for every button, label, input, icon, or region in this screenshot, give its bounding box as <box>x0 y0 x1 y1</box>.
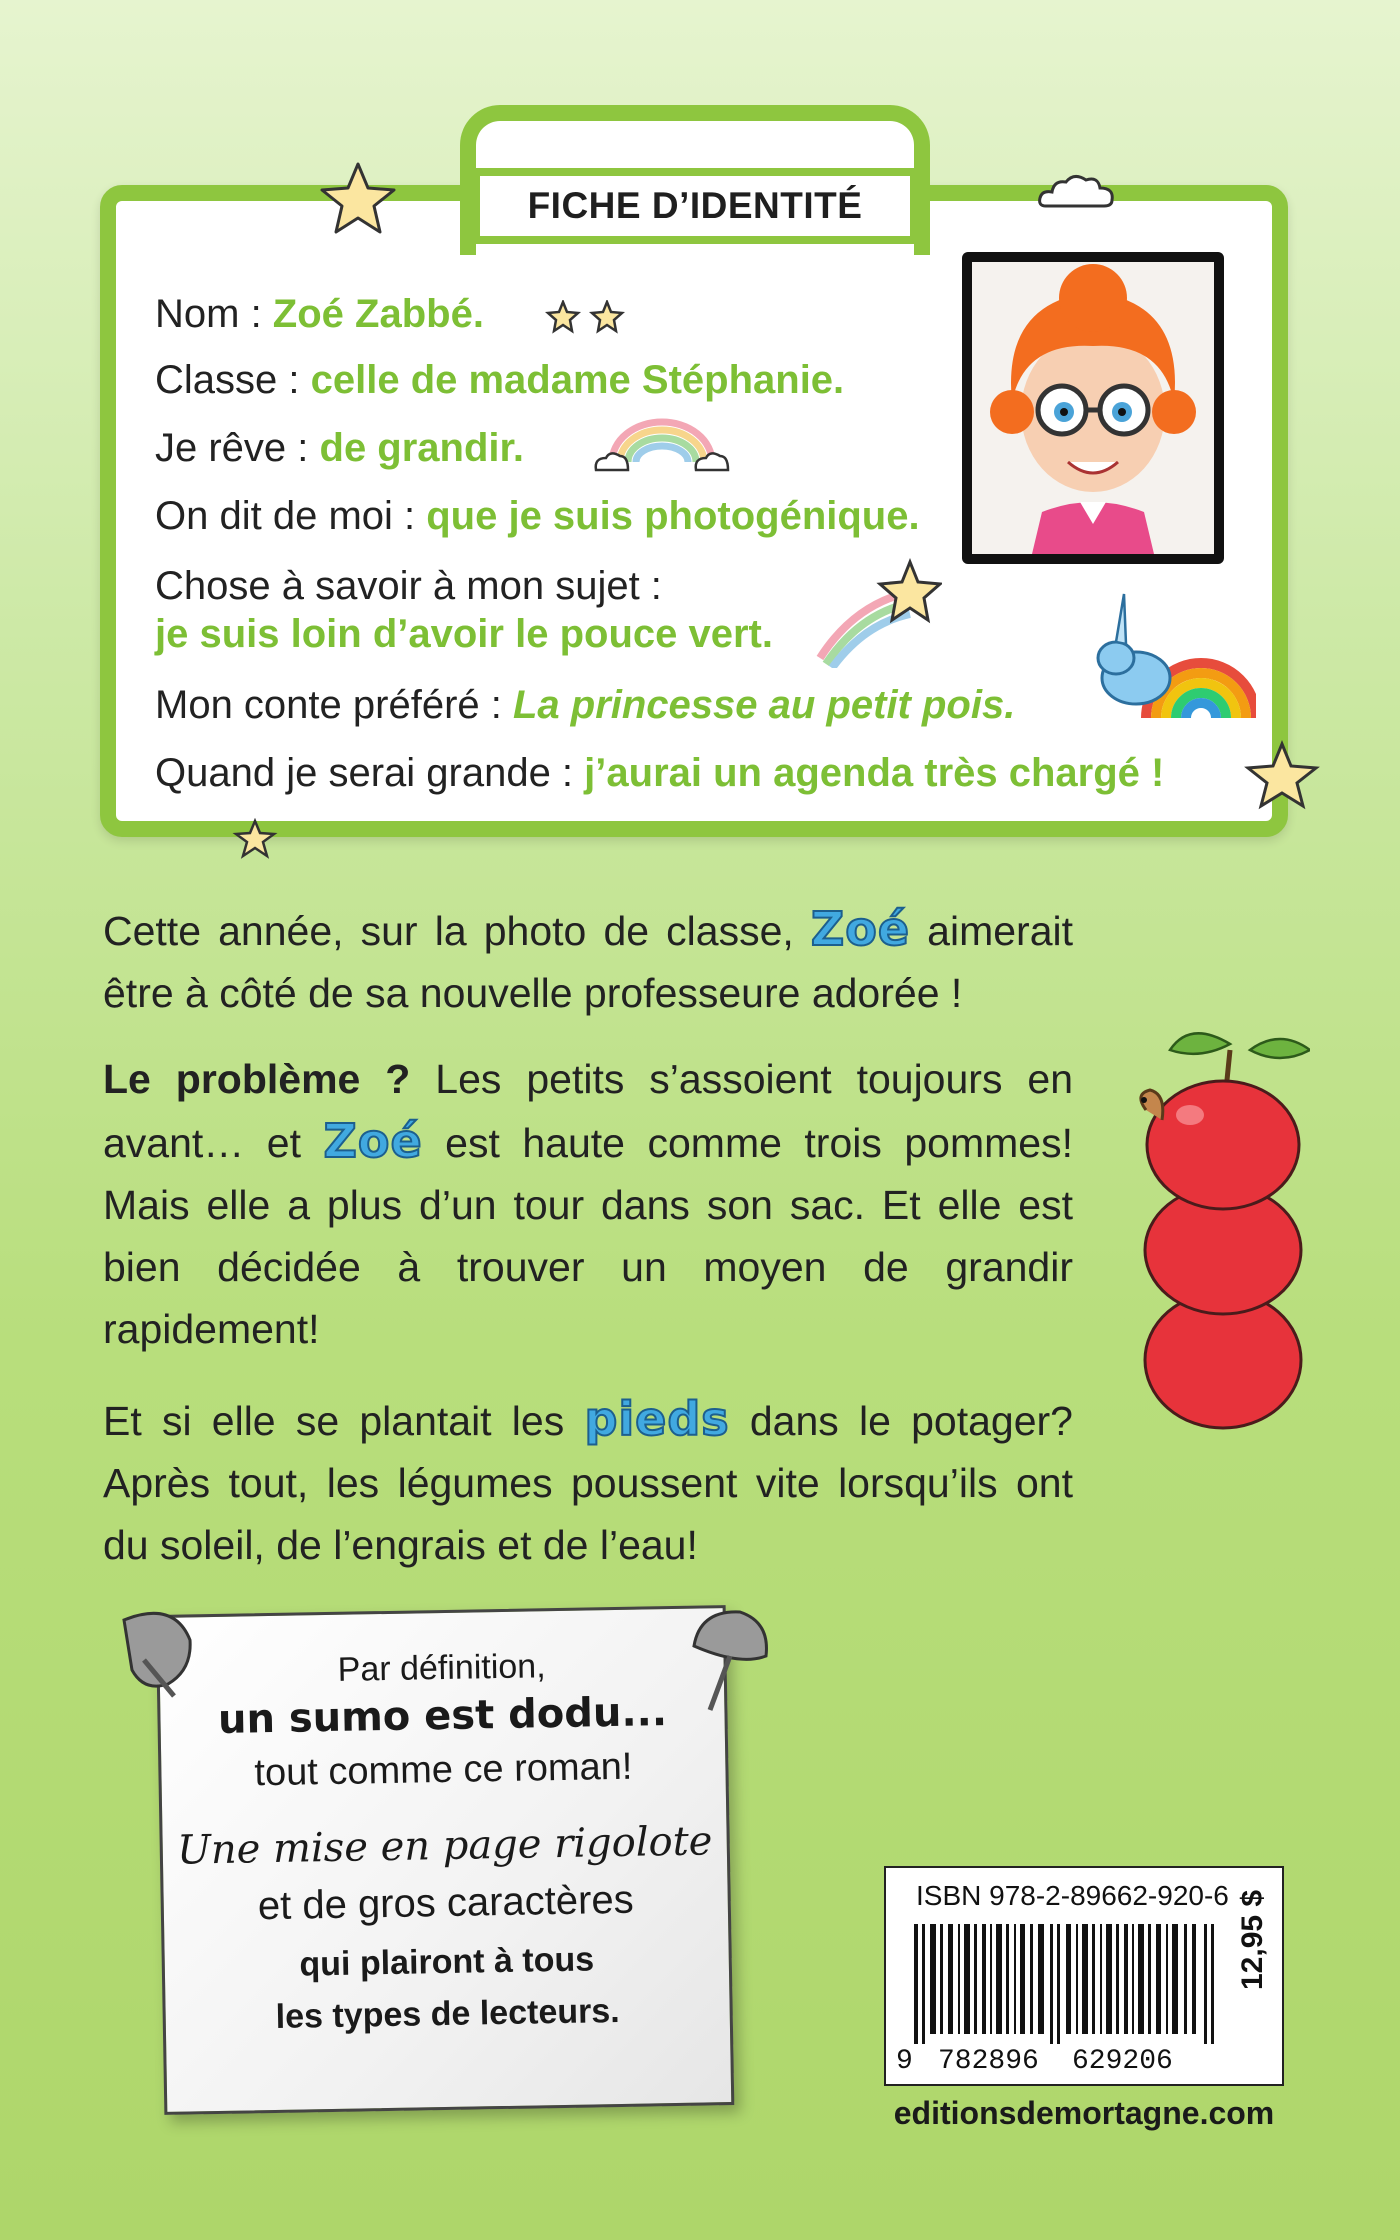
paragraph-1: Cette année, sur la photo de classe, Zoé aimerait être à côté de sa nouvelle professeure adorée ! <box>103 902 1074 1016</box>
price: 12,95 $ <box>1236 1889 1269 1990</box>
paragraph-2: Le problème ? Les petits s’assoient toujours en avant… et Zoé est haute comme trois pommes! Mais elle a plus d’un tour dans son sac. Et elle est bien décidée à trouver un moyen de grandir rapidement! <box>103 1056 1073 1352</box>
barcode <box>914 1924 1224 2044</box>
field-reve: Je rêve : de grandir. <box>155 426 525 470</box>
field-grande: Quand je serai grande : j’aurai un agenda très chargé ! <box>155 751 1165 795</box>
small-stars-icon <box>545 300 625 336</box>
publisher-website[interactable]: editionsdemortagne.com <box>893 2095 1275 2131</box>
pin-icon <box>104 1600 194 1700</box>
field-conte: Mon conte préféré : La princesse au petit pois. <box>155 683 1016 727</box>
paragraph-3: Et si elle se plantait les pieds dans le potager? Après tout, les légumes poussent vite lorsqu’ils ont du soleil, de l’engrais et de l’eau! <box>103 1392 1073 1568</box>
card-title: FICHE D’IDENTITÉ <box>472 168 918 244</box>
apple-stack-icon <box>1110 1020 1310 1440</box>
pin-icon <box>680 1606 780 1716</box>
star-icon <box>318 160 398 236</box>
field-chose: Chose à savoir à mon sujet : je suis loin d’avoir le pouce vert. <box>155 564 773 656</box>
shooting-star-icon <box>812 558 942 668</box>
barcode-box: ISBN 978-2-89662-920-6 9 782896 629206 <box>884 1866 1284 2086</box>
star-icon <box>1242 740 1322 810</box>
isbn-number: ISBN 978-2-89662-920-6 <box>916 1880 1229 1911</box>
cloud-icon <box>1036 172 1118 214</box>
field-nom: Nom : Zoé Zabbé. <box>155 292 484 336</box>
unicorn-rainbow-icon <box>1086 588 1256 728</box>
promo-note: Par définition, un sumo est dodu... tout comme ce roman! Une mise en page rigolote et de gros caractères qui plairont à tous les types de lecteurs. <box>156 1605 735 2115</box>
girl-portrait-icon <box>972 262 1214 554</box>
field-on-dit: On dit de moi : que je suis photogénique. <box>155 494 920 538</box>
rainbow-icon <box>592 412 732 474</box>
field-classe: Classe : celle de madame Stéphanie. <box>155 358 845 402</box>
character-portrait <box>962 252 1224 564</box>
star-icon <box>232 818 278 860</box>
